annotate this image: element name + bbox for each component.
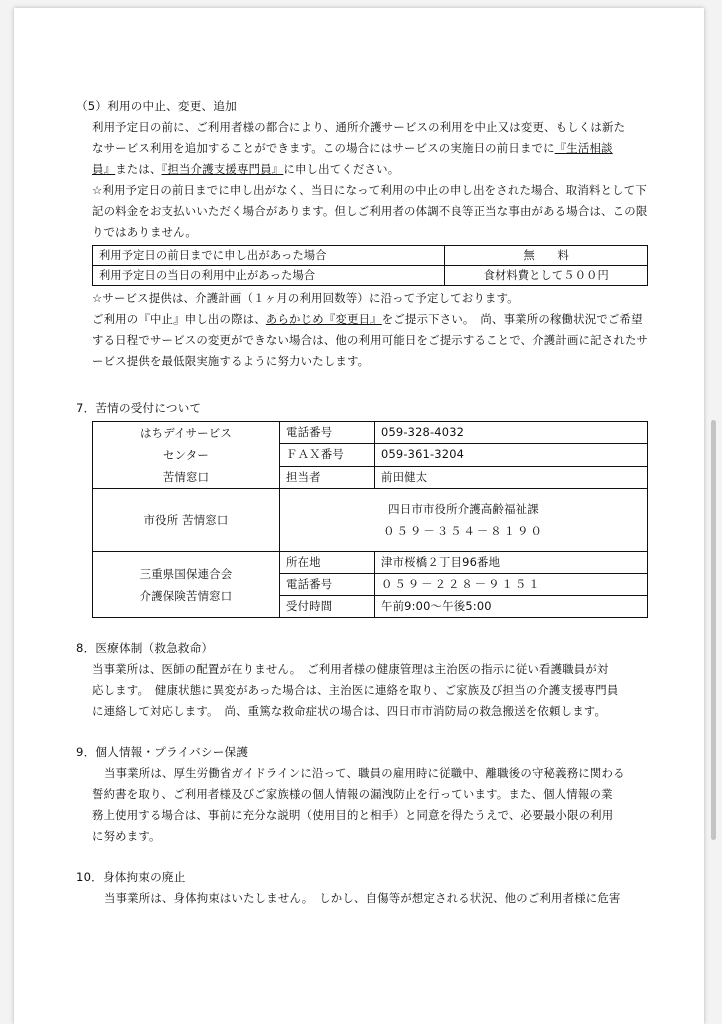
table-row <box>93 266 648 286</box>
section-5-para2-line1 <box>76 309 676 330</box>
hachi-org-line3: 苦情窓口 <box>162 470 210 484</box>
section-9 <box>76 742 676 847</box>
fee-value: 無 料 <box>445 246 648 266</box>
document-content <box>76 96 676 909</box>
city-contact-cell <box>280 489 648 552</box>
section-9-title: 9．個人情報・プライバシー保護 <box>76 745 249 759</box>
hachi-org-cell <box>93 422 280 489</box>
kokuho-org-line2: 介護保険苦情窓口 <box>139 588 233 603</box>
table-row <box>93 552 648 574</box>
complaint-contacts-table <box>92 421 648 618</box>
section-8-title: 8．医療体制（救急救命） <box>76 641 214 655</box>
kokuho-org-cell <box>93 552 280 618</box>
section-5-para1-line1: 利用予定日の前に、ご利用者様の都合により、通所介護サービスの利用を中止又は変更、もしくは新た <box>92 120 626 134</box>
hachi-org-line1: はちデイサービス <box>140 426 232 440</box>
section-10-line1: 当事業所は、身体拘束はいたしません。 しかし、自傷等が想定される状況、他のご利用者様に危害 <box>104 891 621 905</box>
table-row <box>93 422 648 444</box>
table-row <box>93 489 648 552</box>
section-9-line3: 務上使用する場合は、事前に充分な説明（使用目的と相手）と同意を得たうえで、必要最小限の利用 <box>92 808 614 822</box>
kokuho-phone-label: 電話番号 <box>280 574 375 596</box>
kokuho-address-label: 所在地 <box>280 552 375 574</box>
section-9-line2: 誓約書を取り、ご利用者様及びご家族様の個人情報の漏洩防止を行っています。また、個人情報の業 <box>92 787 613 801</box>
section-8-line1: 当事業所は、医師の配置が在りません。 ご利用者様の健康管理は主治医の指示に従い看護職員が対 <box>92 662 609 676</box>
section-7 <box>76 398 676 618</box>
kokuho-hours-value: 午前9:00～午後5:00 <box>375 596 648 618</box>
hachi-phone-value: 059-328-4032 <box>375 422 648 444</box>
city-org-cell: 市役所 苦情窓口 <box>93 489 280 552</box>
section-7-title: 7．苦情の受付について <box>76 401 202 415</box>
hachi-fax-label: ＦＡＸ番号 <box>280 444 375 466</box>
section-8-line3: に連絡して対応します。 尚、重篤な救命症状の場合は、四日市市消防局の救急搬送を依頼します。 <box>92 704 607 718</box>
life-counselor-underlined-2: 員』 <box>92 162 116 176</box>
section-5-para2-line2: する日程でサービスの変更ができない場合は、他の利用可能日をご提示することで、介護計画に記されたサ <box>92 333 649 347</box>
section-5-para1-line2 <box>76 138 676 159</box>
hachi-contact-value: 前田健太 <box>375 466 648 488</box>
life-counselor-underlined: 『生活相談 <box>554 141 613 155</box>
section-5 <box>76 96 676 372</box>
note2: ☆サービス提供は、介護計画（１ヶ月の利用回数等）に沿って予定しております。 <box>92 291 519 305</box>
document-page <box>14 8 704 1024</box>
section-8-line2: 応します。 健康状態に異変があった場合は、主治医に連絡を取り、ご家族及び担当の介護支援専門員 <box>92 683 619 697</box>
fee-case: 利用予定日の前日までに申し出があった場合 <box>93 246 445 266</box>
note1-line2: 記の料金をお支払いいただく場合があります。但しご利用者の体調不良等正当な事由がある場合は、この限 <box>92 204 648 218</box>
spacer <box>76 722 676 742</box>
note1-line1: ☆利用予定日の前日までに申し出がなく、当日になって利用の中止の申し出をされた場合、取消料として下 <box>92 183 647 197</box>
section-5-para1-line2-text: なサービス利用を追加することができます。この場合にはサービスの実施日の前日までに <box>92 141 555 155</box>
hachi-org-line2: センター <box>163 448 209 462</box>
kokuho-address-value: 津市桜橋２丁目96番地 <box>375 552 648 574</box>
spacer <box>76 372 676 398</box>
apply-text: に申し出てください。 <box>283 162 400 176</box>
section-8 <box>76 638 676 722</box>
city-phone: ０５９－３５４－８１９０ <box>383 524 544 538</box>
section-5-para2-line3: ービス提供を最低限実施するように努力いたします。 <box>92 354 370 368</box>
para2-a: ご利用の『中止』申し出の際は、 <box>92 312 266 326</box>
section-5-title: （5）利用の中止、変更、追加 <box>76 99 237 113</box>
para2-b: をご提示下さい。 尚、事業所の稼働状況でご希望 <box>381 312 643 326</box>
vertical-scrollbar[interactable] <box>711 420 716 840</box>
hachi-phone-label: 電話番号 <box>280 422 375 444</box>
hachi-fax-value: 059-361-3204 <box>375 444 648 466</box>
section-10 <box>76 867 676 909</box>
hachi-contact-label: 担当者 <box>280 466 375 488</box>
section-5-para1-line3 <box>76 159 676 180</box>
fee-value: 食材料費として５００円 <box>445 266 648 286</box>
spacer <box>76 618 676 638</box>
fee-case: 利用予定日の当日の利用中止があった場合 <box>93 266 445 286</box>
spacer <box>76 847 676 867</box>
section-9-line4: に努めます。 <box>92 829 161 843</box>
kokuho-hours-label: 受付時間 <box>280 596 375 618</box>
change-date-underlined: あらかじめ『変更日』 <box>265 312 382 326</box>
kokuho-phone-value: ０５９－２２８－９１５１ <box>375 574 648 596</box>
section-10-title: 10．身体拘束の廃止 <box>76 870 186 884</box>
cancellation-fee-table <box>92 245 648 286</box>
care-manager-underlined: 『担当介護支援専門員』 <box>161 162 284 176</box>
kokuho-org-line1: 三重県国保連合会 <box>139 566 233 581</box>
table-row <box>93 246 648 266</box>
section-9-line1: 当事業所は、厚生労働省ガイドラインに沿って、職員の雇用時に従職中、離職後の守秘義務に関わる <box>104 766 625 780</box>
or-text: または、 <box>115 162 162 176</box>
note1-line3: りではありません。 <box>92 225 198 239</box>
city-dept: 四日市市役所介護高齢福祉課 <box>388 502 539 516</box>
